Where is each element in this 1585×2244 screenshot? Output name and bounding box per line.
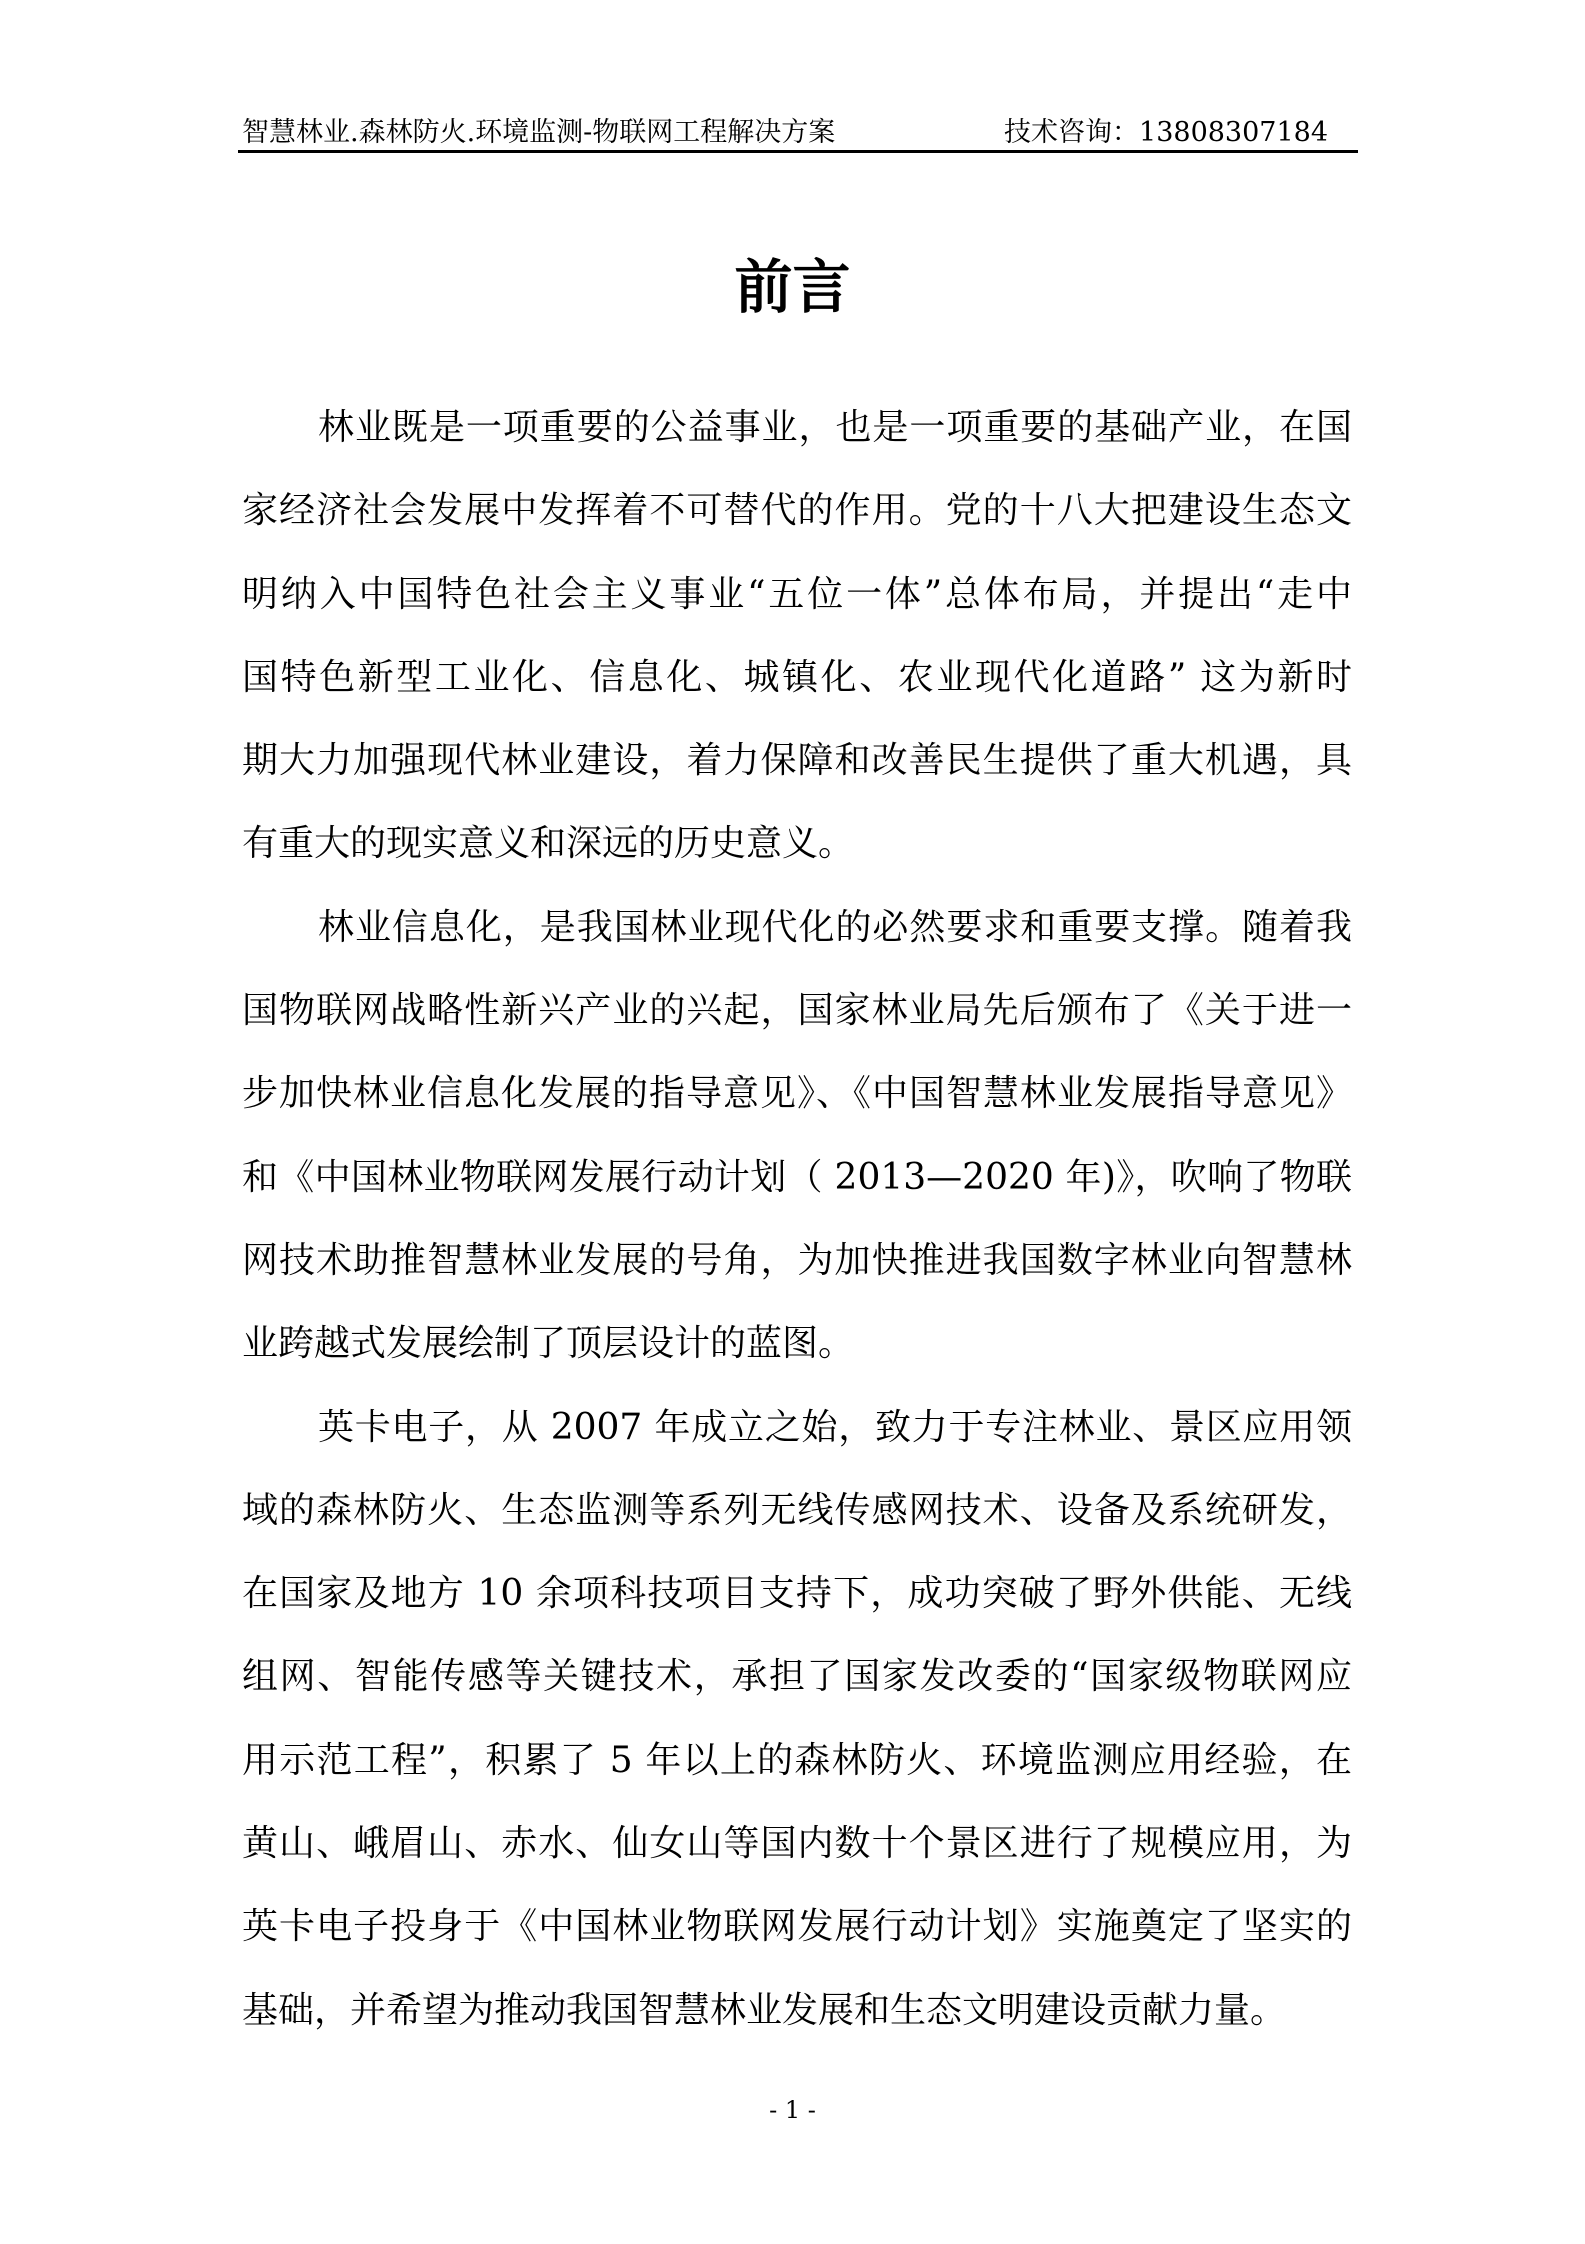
paragraph-line: 黄山、峨眉山、赤水、仙女山等国内数十个景区进行了规模应用，为: [242, 1823, 1352, 1865]
document-body: [242, 400, 1352, 2066]
paragraph-line: 家经济社会发展中发挥着不可替代的作用。党的十八大把建设生态文: [242, 490, 1352, 532]
paragraph-line: 期大力加强现代林业建设，着力保障和改善民生提供了重大机遇，具: [242, 740, 1352, 782]
paragraph-line: 用示范工程”，积累了 5 年以上的森林防火、环境监测应用经验，在: [242, 1739, 1352, 1781]
paragraph-line: 业跨越式发展绘制了顶层设计的蓝图。: [242, 1323, 855, 1365]
paragraph-line: 在国家及地方 10 余项科技项目支持下，成功突破了野外供能、无线: [242, 1573, 1352, 1615]
paragraph-line: 基础，并希望为推动我国智慧林业发展和生态文明建设贡献力量。: [242, 1989, 1287, 2031]
paragraph-line: 林业信息化，是我国林业现代化的必然要求和重要支撑。随着我: [318, 906, 1352, 948]
paragraph-line: 有重大的现实意义和深远的历史意义。: [242, 823, 855, 865]
paragraph-line: 步加快林业信息化发展的指导意见》、《中国智慧林业发展指导意见》: [242, 1073, 1352, 1115]
paragraph-line: 林业既是一项重要的公益事业，也是一项重要的基础产业，在国: [318, 407, 1352, 448]
page-header: [238, 110, 1358, 153]
paragraph-line: 英卡电子，从 2007 年成立之始，致力于专注林业、景区应用领: [318, 1406, 1352, 1448]
paragraph: [242, 400, 1352, 900]
paragraph: [242, 1400, 1352, 2066]
paragraph-line: 明纳入中国特色社会主义事业“五位一体”总体布局，并提出“走中: [242, 573, 1352, 615]
paragraph-line: 国特色新型工业化、信息化、城镇化、农业现代化道路” 这为新时: [242, 656, 1352, 698]
header-title: 智慧林业.森林防火.环境监测-物联网工程解决方案: [242, 117, 836, 148]
paragraph-line: 国物联网战略性新兴产业的兴起，国家林业局先后颁布了《关于进一: [242, 990, 1352, 1032]
paragraph-line: 组网、智能传感等关键技术，承担了国家发改委的“国家级物联网应: [242, 1656, 1352, 1698]
paragraph-line: 英卡电子投身于《中国林业物联网发展行动计划》实施奠定了坚实的: [242, 1906, 1352, 1948]
paragraph-line: 网技术助推智慧林业发展的号角，为加快推进我国数字林业向智慧林: [242, 1239, 1352, 1281]
paragraph-line: 和《中国林业物联网发展行动计划（ 2013—2020 年)》，吹响了物联: [242, 1156, 1352, 1198]
header-contact: 技术咨询：13808307184: [1004, 117, 1328, 148]
paragraph: [242, 900, 1352, 1400]
paragraph-line: 域的森林防火、生态监测等系列无线传感网技术、设备及系统研发，: [242, 1489, 1352, 1531]
page-title: 前言: [734, 253, 851, 321]
page-number: - 1 -: [769, 2096, 816, 2124]
